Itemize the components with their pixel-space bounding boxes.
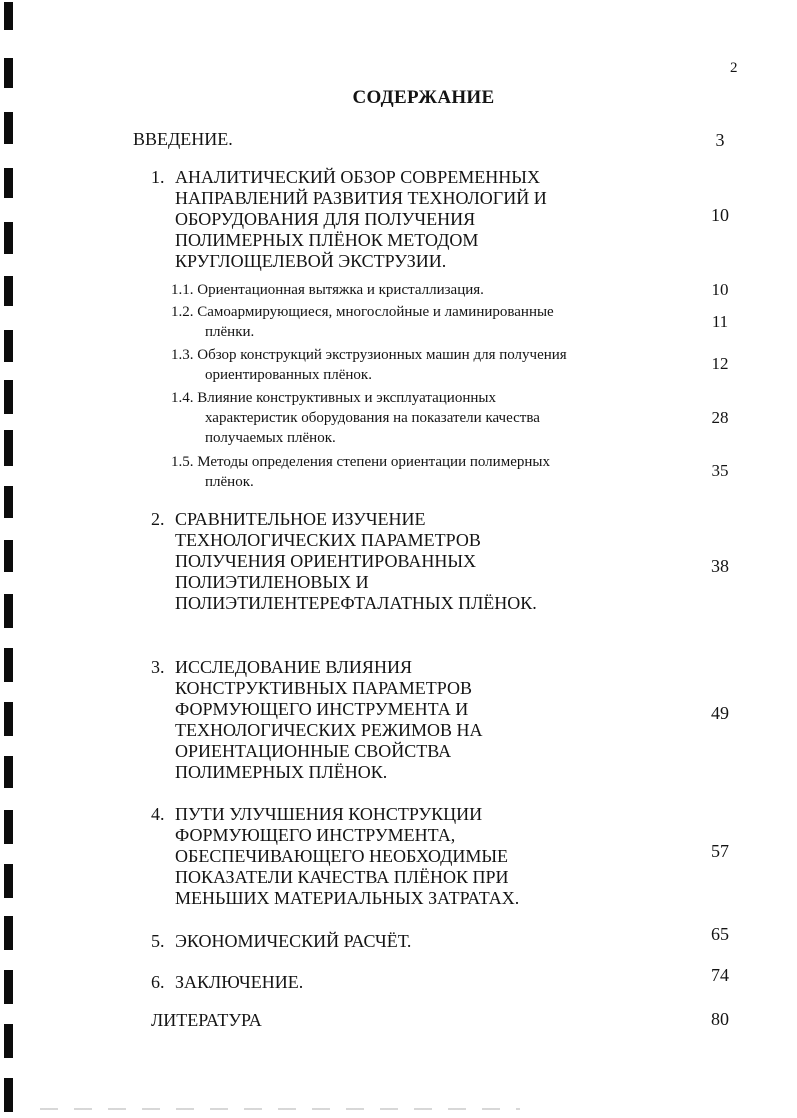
binding-mark [4,1024,13,1058]
subsection-number: 1.5. [171,454,194,470]
toc-page-number: 28 [711,408,729,427]
section-number: 1. [151,167,165,187]
binding-mark [4,112,13,144]
section-title-line: ОРИЕНТАЦИОННЫЕ СВОЙСТВА [175,741,452,761]
section-title-line: ТЕХНОЛОГИЧЕСКИХ РЕЖИМОВ НА [175,720,483,740]
section-title-line: АНАЛИТИЧЕСКИЙ ОБЗОР СОВРЕМЕННЫХ [175,167,540,187]
toc-subsection-1-4[interactable] [171,388,540,448]
binding-mark [4,648,13,682]
toc-subsection-1-5[interactable] [171,452,550,492]
page-title: СОДЕРЖАНИЕ [352,87,495,108]
section-title-line: ПОЛИМЕРНЫХ ПЛЁНОК МЕТОДОМ [175,230,479,250]
section-title-line: ЗАКЛЮЧЕНИЕ. [175,972,304,992]
binding-mark [4,1078,13,1112]
section-number: 4. [151,804,165,824]
section-title-line: ПОЛИЭТИЛЕНОВЫХ И [175,572,369,592]
section-number: 3. [151,657,165,677]
toc-page-number: 65 [711,924,729,944]
section-title-line: ИССЛЕДОВАНИЕ ВЛИЯНИЯ [175,657,412,677]
toc-subsection-1-2[interactable] [171,302,554,342]
binding-mark [4,756,13,788]
subsection-title: Методы определения степени ориентации полимерных [197,454,550,470]
subsection-number: 1.2. [171,304,194,320]
binding-mark [4,864,13,898]
binding-mark [4,2,13,30]
toc-page-number: 10 [711,280,729,299]
toc-entry-literature[interactable] [151,1010,262,1031]
scan-artifact [40,1108,520,1110]
subsection-title: Самоармирующиеся, многослойные и ламинированные [197,304,554,320]
toc-section-3[interactable] [151,657,483,783]
subsection-title-cont: плёнок. [205,474,254,490]
binding-mark [4,810,13,844]
subsection-number: 1.3. [171,347,194,363]
binding-mark [4,916,13,950]
section-title-line: ПУТИ УЛУЧШЕНИЯ КОНСТРУКЦИИ [175,804,483,824]
toc-page-number: 38 [711,556,729,576]
subsection-title-cont: характеристик оборудования на показатели качества [205,410,540,426]
binding-mark [4,330,13,362]
binding-mark [4,486,13,518]
subsection-title-cont: получаемых плёнок. [205,430,336,446]
subsection-title-cont: ориентированных плёнок. [205,367,372,383]
section-title-line: ФОРМУЮЩЕГО ИНСТРУМЕНТА, [175,825,456,845]
toc-section-4[interactable] [151,804,519,909]
toc-page-number: 49 [711,703,729,723]
binding-mark [4,58,13,88]
section-title-line: ПОЛИЭТИЛЕНТЕРЕФТАЛАТНЫХ ПЛЁНОК. [175,593,537,613]
subsection-title: Ориентационная вытяжка и кристаллизация. [197,282,484,298]
binding-mark [4,430,13,466]
section-title-line: КОНСТРУКТИВНЫХ ПАРАМЕТРОВ [175,678,472,698]
toc-subsection-1-1[interactable] [171,280,484,300]
subsection-title-cont: плёнки. [205,324,255,340]
section-title-line: ПОЛИМЕРНЫХ ПЛЁНОК. [175,762,388,782]
toc-section-5[interactable] [151,931,411,952]
toc-page-number: 3 [715,130,725,150]
subsection-title: Влияние конструктивных и эксплуатационных [197,390,496,406]
binding-mark [4,222,13,254]
section-title-line: МЕНЬШИХ МАТЕРИАЛЬНЫХ ЗАТРАТАХ. [175,888,520,908]
binding-mark [4,380,13,414]
section-title-line: ПОЛУЧЕНИЯ ОРИЕНТИРОВАННЫХ [175,551,477,571]
section-title-line: ПОКАЗАТЕЛИ КАЧЕСТВА ПЛЁНОК ПРИ [175,867,509,887]
binding-mark [4,276,13,306]
binding-mark [4,168,13,198]
section-title-line: ЭКОНОМИЧЕСКИЙ РАСЧЁТ. [175,931,412,951]
section-title-line: ФОРМУЮЩЕГО ИНСТРУМЕНТА И [175,699,469,719]
section-title-line: СРАВНИТЕЛЬНОЕ ИЗУЧЕНИЕ [175,509,426,529]
page-number: 2 [730,60,738,76]
section-title-line: КРУГЛОЩЕЛЕВОЙ ЭКСТРУЗИИ. [175,251,447,271]
toc-page-number: 10 [711,205,729,225]
toc-entry-label: ВВЕДЕНИЕ. [133,129,233,149]
section-title-line: ОБЕСПЕЧИВАЮЩЕГО НЕОБХОДИМЫЕ [175,846,509,866]
subsection-number: 1.4. [171,390,194,406]
section-title-line: ОБОРУДОВАНИЯ ДЛЯ ПОЛУЧЕНИЯ [175,209,476,229]
toc-page-number: 12 [711,354,729,373]
toc-entry-intro[interactable] [133,129,233,150]
binding-mark [4,540,13,572]
toc-page-number: 57 [711,841,729,861]
toc-section-1[interactable] [151,167,547,272]
toc-page-number: 11 [711,312,729,331]
toc-entry-label: ЛИТЕРАТУРА [151,1010,262,1030]
section-number: 2. [151,509,165,529]
section-number: 5. [151,931,165,951]
toc-page-number: 74 [711,965,729,985]
section-number: 6. [151,972,165,992]
binding-mark [4,594,13,628]
toc-section-6[interactable] [151,972,303,993]
subsection-number: 1.1. [171,282,194,298]
toc-page-number: 35 [711,461,729,480]
binding-mark [4,702,13,736]
toc-subsection-1-3[interactable] [171,345,567,385]
binding-mark [4,970,13,1004]
section-title-line: ТЕХНОЛОГИЧЕСКИХ ПАРАМЕТРОВ [175,530,481,550]
toc-section-2[interactable] [151,509,537,614]
section-title-line: НАПРАВЛЕНИЙ РАЗВИТИЯ ТЕХНОЛОГИЙ И [175,188,547,208]
subsection-title: Обзор конструкций экструзионных машин для получения [197,347,567,363]
toc-page-number: 80 [711,1009,729,1029]
